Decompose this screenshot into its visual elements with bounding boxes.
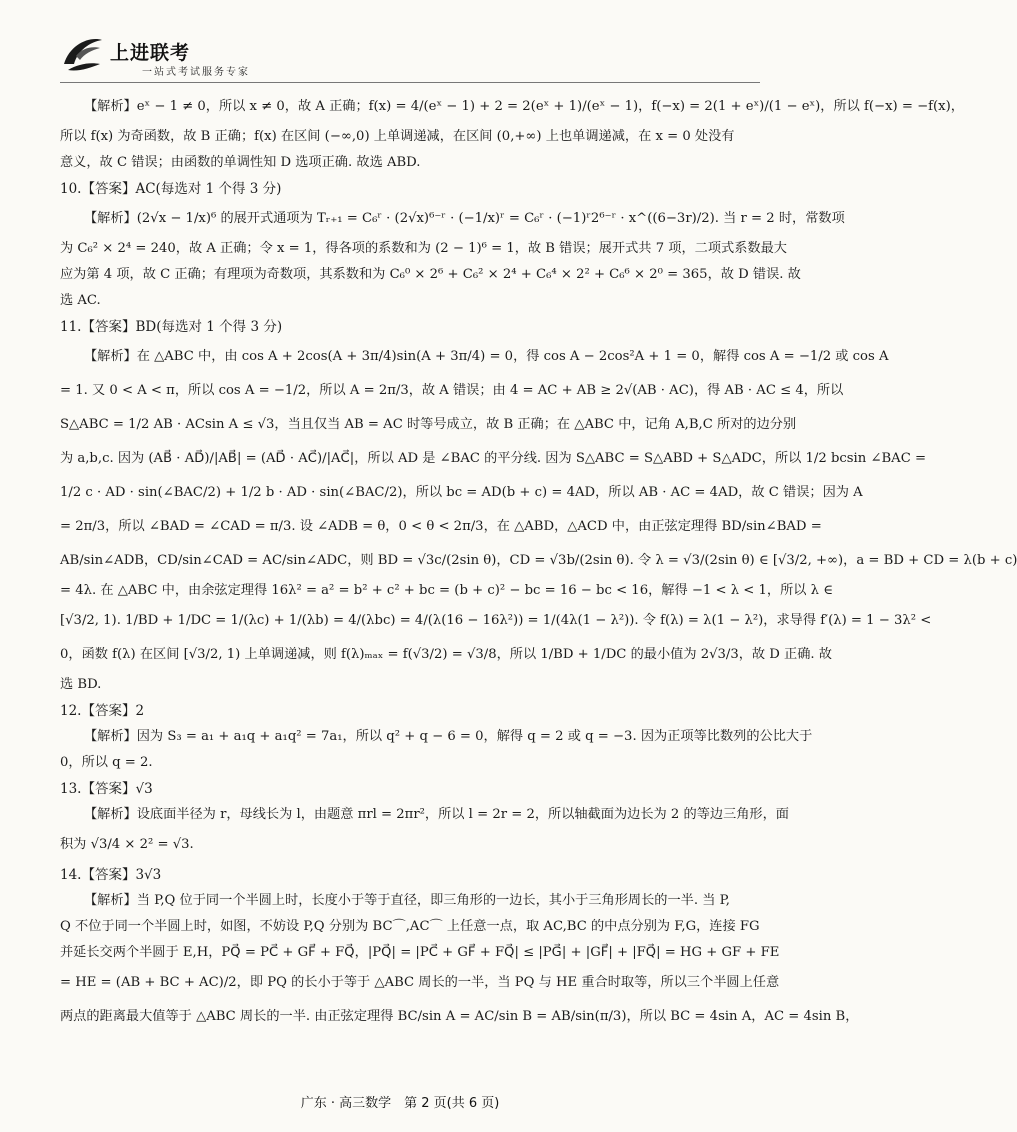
- solution-line: AB/sin∠ADB，CD/sin∠CAD = AC/sin∠ADC，则 BD = √3c/(2sin θ)，CD = √3b/(2sin θ). 令 λ = √3/(2sin θ) ∈ [√3/2, +∞)，a = BD + CD = λ(b + c): [60, 553, 1017, 568]
- solution-line: 选 AC.: [60, 293, 101, 308]
- solution-line: 为 C₆² × 2⁴ = 240，故 A 正确；令 x = 1，得各项的系数和为 (2 − 1)⁶ = 1，故 B 错误；展开式共 7 项，二项式系数最大: [60, 241, 787, 256]
- solution-line: Q 不位于同一个半圆上时，如图，不妨设 P,Q 分别为 BC⌒,AC⌒ 上任意一点，取 AC,BC 的中点分别为 F,G，连接 FG: [60, 919, 760, 934]
- solution-line: 并延长交两个半圆于 E,H，PQ⃗ = PC⃗ + GF⃗ + FQ⃗，|PQ⃗| = |PC⃗ + GF⃗ + FQ⃗| ≤ |PG⃗| + |GF⃗| + |FQ⃗| = HG + GF + FE: [60, 945, 780, 960]
- solution-line: 0，所以 q = 2.: [60, 755, 153, 770]
- solution-line: 【解析】因为 S₃ = a₁ + a₁q + a₁q² = 7a₁，所以 q² + q − 6 = 0，解得 q = 2 或 q = −3. 因为正项等比数列的公比大于: [84, 729, 813, 744]
- header-divider: [60, 82, 760, 83]
- solution-line: 积为 √3/4 × 2² = √3.: [60, 837, 194, 852]
- brand-logo-icon: [60, 34, 104, 74]
- solution-line: 选 BD.: [60, 677, 102, 692]
- solution-line: 【解析】设底面半径为 r，母线长为 l，由题意 πrl = 2πr²，所以 l = 2r = 2，所以轴截面为边长为 2 的等边三角形，面: [84, 807, 789, 822]
- solution-line: 0，函数 f(λ) 在区间 [√3/2, 1) 上单调递减，则 f(λ)ₘₐₓ = f(√3/2) = √3/8，所以 1/BD + 1/DC 的最小值为 2√3/3，故 D 正确. 故: [60, 647, 832, 662]
- solution-line: = 4λ. 在 △ABC 中，由余弦定理得 16λ² = a² = b² + c² + bc = (b + c)² − bc = 16 − bc < 16，解得 −1 < λ < 1，所以 λ ∈: [60, 583, 833, 598]
- solution-line: 【解析】(2√x − 1/x)⁶ 的展开式通项为 Tᵣ₊₁ = C₆ʳ · (2√x)⁶⁻ʳ · (−1/x)ʳ = C₆ʳ · (−1)ʳ2⁶⁻ʳ · x^((6−3r)/2). 当 r = 2 时，常数项: [84, 211, 845, 226]
- solution-line: 所以 f(x) 为奇函数，故 B 正确；f(x) 在区间 (−∞,0) 上单调递减，在区间 (0,+∞) 上也单调递减，在 x = 0 处没有: [60, 129, 735, 144]
- brand-slogan: 一站式考试服务专家: [142, 67, 250, 78]
- solution-line: = HE = (AB + BC + AC)/2，即 PQ 的长小于等于 △ABC 周长的一半，当 PQ 与 HE 重合时取等，所以三个半圆上任意: [60, 975, 780, 990]
- solution-line: = 1. 又 0 < A < π，所以 cos A = −1/2，所以 A = 2π/3，故 A 错误；由 4 = AC + AB ≥ 2√(AB · AC)，得 AB · AC ≤ 4，所以: [60, 383, 844, 398]
- answer-heading: 14.【答案】3√3: [60, 867, 162, 883]
- answer-heading: 10.【答案】AC(每选对 1 个得 3 分): [60, 181, 282, 197]
- solution-line: 【解析】在 △ABC 中，由 cos A + 2cos(A + 3π/4)sin(A + 3π/4) = 0，得 cos A − 2cos²A + 1 = 0，解得 cos A = −1/2 或 cos A: [84, 349, 889, 364]
- solution-line: = 2π/3，所以 ∠BAD = ∠CAD = π/3. 设 ∠ADB = θ，0 < θ < 2π/3，在 △ABD，△ACD 中，由正弦定理得 BD/sin∠BAD =: [60, 519, 822, 534]
- solution-line: 两点的距离最大值等于 △ABC 周长的一半. 由正弦定理得 BC/sin A = AC/sin B = AB/sin(π/3)，所以 BC = 4sin A，AC = 4sin B，: [60, 1009, 859, 1024]
- solution-line: 【解析】当 P,Q 位于同一个半圆上时，长度小于等于直径，即三角形的一边长，其小于三角形周长的一半. 当 P,: [84, 893, 730, 908]
- solution-line: 应为第 4 项，故 C 正确；有理项为奇数项，其系数和为 C₆⁰ × 2⁶ + C₆² × 2⁴ + C₆⁴ × 2² + C₆⁶ × 2⁰ = 365，故 D 错误. 故: [60, 267, 801, 282]
- page-footer: 广东 · 高三数学 第 2 页(共 6 页): [300, 1096, 500, 1111]
- page-header: [60, 30, 760, 80]
- answer-heading: 11.【答案】BD(每选对 1 个得 3 分): [60, 319, 283, 335]
- brand-name: 上进联考: [110, 42, 191, 64]
- solution-body: [60, 90, 1017, 1034]
- solution-line: 【解析】eˣ − 1 ≠ 0，所以 x ≠ 0，故 A 正确；f(x) = 4/(eˣ − 1) + 2 = 2(eˣ + 1)/(eˣ − 1)，f(−x) = 2(1 + eˣ)/(1 − eˣ)，所以 f(−x) = −f(x)，: [84, 99, 964, 114]
- solution-line: S△ABC = 1/2 AB · ACsin A ≤ √3，当且仅当 AB = AC 时等号成立，故 B 正确；在 △ABC 中，记角 A,B,C 所对的边分别: [60, 417, 797, 432]
- solution-line: 1/2 c · AD · sin(∠BAC/2) + 1/2 b · AD · sin(∠BAC/2)，所以 bc = AD(b + c) = 4AD，所以 AB · AC = 4AD，故 C 错误；因为 A: [60, 485, 863, 500]
- solution-line: 意义，故 C 错误；由函数的单调性知 D 选项正确. 故选 ABD.: [60, 155, 421, 170]
- solution-line: [√3/2, 1). 1/BD + 1/DC = 1/(λc) + 1/(λb) = 4/(λbc) = 4/(λ(16 − 16λ²)) = 1/(4λ(1 − λ²)). 令 f(λ) = λ(1 − λ²)，求导得 f′(λ) = 1 − 3λ² <: [60, 613, 932, 628]
- answer-heading: 12.【答案】2: [60, 703, 145, 719]
- solution-line: 为 a,b,c. 因为 (AB⃗ · AD⃗)/|AB⃗| = (AD⃗ · AC⃗)/|AC⃗|，所以 AD 是 ∠BAC 的平分线. 因为 S△ABC = S△ABD + S△ADC，所以 1/2 bcsin ∠BAC =: [60, 451, 927, 466]
- answer-heading: 13.【答案】√3: [60, 781, 153, 797]
